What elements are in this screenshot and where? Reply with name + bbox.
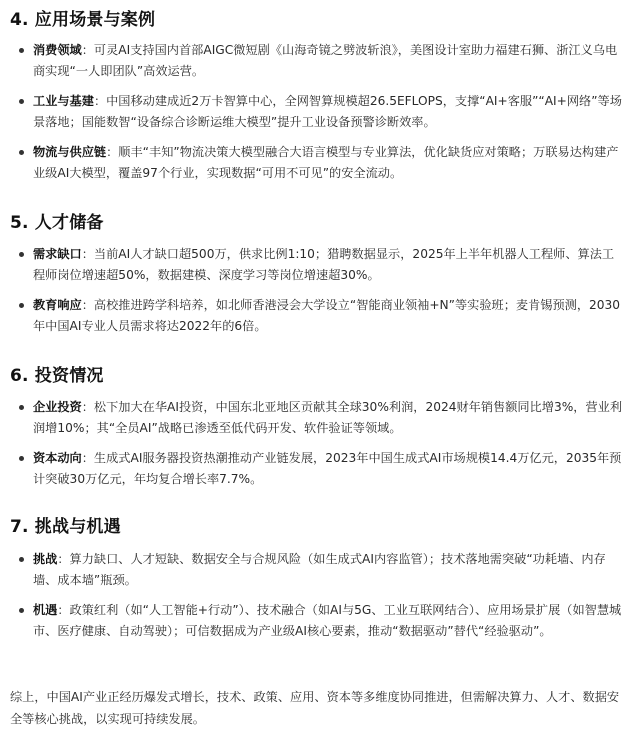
list-item <box>10 600 630 642</box>
investment-list <box>10 397 630 490</box>
list-item <box>10 448 630 490</box>
challenges-list <box>10 549 630 642</box>
bullet-dot-icon <box>19 252 24 257</box>
list-item <box>10 244 630 286</box>
bullet-dot-icon <box>19 456 24 461</box>
list-item <box>10 91 630 133</box>
bullet-dot-icon <box>19 557 24 562</box>
talent-list <box>10 244 630 337</box>
bullet-dot-icon <box>19 405 24 410</box>
section-title-challenges: 7. 挑战与机遇 <box>10 517 121 537</box>
item-term: 需求缺口 <box>33 247 82 261</box>
item-term: 挑战 <box>33 552 58 566</box>
section-title-applications: 4. 应用场景与案例 <box>10 10 156 30</box>
list-item <box>10 40 630 82</box>
summary-paragraph: 综上，中国AI产业正经历爆发式增长，技术、政策、应用、资本等多维度协同推进，但需解决算力、人才、数据安全等核心挑战，以实现可持续发展。 <box>10 690 620 726</box>
item-term: 企业投资 <box>33 400 82 414</box>
list-item <box>10 142 630 184</box>
item-term: 工业与基建 <box>33 94 94 108</box>
item-text: ：政策红利（如“人工智能+行动”）、技术融合（如AI与5G、工业互联网结合）、应用场景扩展（如智慧城市、医疗健康、自动驾驶）；可信数据成为产业级AI核心要素，推动“数据驱动”替代“经验驱动”。 <box>33 603 622 638</box>
bullet-dot-icon <box>19 150 24 155</box>
applications-list <box>10 40 630 184</box>
list-item <box>10 397 630 439</box>
bullet-dot-icon <box>19 48 24 53</box>
item-term: 教育响应 <box>33 298 82 312</box>
summary-block <box>10 686 630 730</box>
list-item <box>10 549 630 591</box>
item-text: ：可灵AI支持国内首部AIGC微短剧《山海奇镜之劈波斩浪》，美图设计室助力福建石狮、浙江义乌电商实现“一人即团队”高效运营。 <box>33 43 618 78</box>
item-text: ：当前AI人才缺口超500万，供求比例1:10；猎聘数据显示，2025年上半年机器人工程师、算法工程师岗位增速超50%，数据建模、深度学习等岗位增速超30%。 <box>33 247 615 282</box>
item-text: ：中国移动建成近2万卡智算中心，全网智算规模超26.5EFLOPS，支撑“AI+客服”“AI+网络”等场景落地；国能数智“设备综合诊断运维大模型”提升工业设备预警诊断效率。 <box>33 94 622 129</box>
item-text: ：算力缺口、人才短缺、数据安全与合规风险（如生成式AI内容监管）；技术落地需突破“功耗墙、内存墙、成本墙”瓶颈。 <box>33 552 606 587</box>
item-text: ：生成式AI服务器投资热潮推动产业链发展，2023年中国生成式AI市场规模14.4万亿元，2035年预计突破30万亿元，年均复合增长率7.7%。 <box>33 451 622 486</box>
item-term: 消费领域 <box>33 43 82 57</box>
item-text: ：高校推进跨学科培养，如北师香港浸会大学设立“智能商业领袖+N”等实验班；麦肯锡预测，2030年中国AI专业人员需求将达2022年的6倍。 <box>33 298 621 333</box>
item-term: 资本动向 <box>33 451 82 465</box>
item-term: 机遇 <box>33 603 58 617</box>
list-item <box>10 295 630 337</box>
bullet-dot-icon <box>19 99 24 104</box>
bullet-dot-icon <box>19 608 24 613</box>
section-title-talent: 5. 人才储备 <box>10 213 104 233</box>
item-text: ：顺丰“丰知”物流决策大模型融合大语言模型与专业算法，优化缺货应对策略；万联易达构建产业级AI大模型，覆盖97个行业，实现数据“可用不可见”的安全流动。 <box>33 145 619 180</box>
item-text: ：松下加大在华AI投资，中国东北亚地区贡献其全球30%利润，2024财年销售额同比增3%，营业利润增10%；其“全员AI”战略已渗透至低代码开发、软件验证等领域。 <box>33 400 623 435</box>
item-term: 物流与供应链 <box>33 145 107 159</box>
bullet-dot-icon <box>19 303 24 308</box>
section-title-investment: 6. 投资情况 <box>10 366 104 386</box>
